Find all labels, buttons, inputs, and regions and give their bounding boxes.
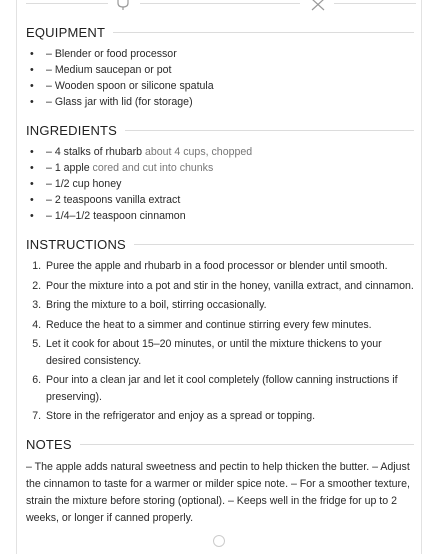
crossed-utensils-icon (310, 0, 326, 11)
cup-icon (115, 0, 131, 11)
notes-section (26, 435, 414, 527)
ingredient-main: – 1 apple (46, 162, 90, 174)
heading-rule (134, 244, 414, 245)
instruction-step: 1. Puree the apple and rhubarb in a food processor or blender until smooth. (44, 258, 414, 275)
instruction-step: 3. Bring the mixture to a boil, stirring occasionally. (44, 297, 414, 314)
top-divider (26, 0, 416, 16)
divider-line (26, 3, 108, 4)
ingredients-list (26, 144, 414, 224)
instructions-list (26, 258, 414, 425)
divider-line (334, 3, 416, 4)
equipment-item: • – Wooden spoon or silicone spatula (44, 78, 414, 94)
equipment-header (26, 22, 414, 42)
ingredients-heading: INGREDIENTS (26, 122, 118, 138)
ingredient-main: – 1/2 cup honey (46, 178, 122, 190)
equipment-item: • – Medium saucepan or pot (44, 62, 414, 78)
ingredient-item (44, 144, 414, 160)
notes-heading: NOTES (26, 437, 72, 452)
heading-rule (113, 32, 414, 33)
equipment-list (26, 46, 414, 110)
ingredients-header (26, 120, 414, 140)
instruction-step: 6. Pour into a clean jar and let it cool completely (follow canning instructions if preserving). (44, 372, 414, 405)
instruction-step: 2. Pour the mixture into a pot and stir in the honey, vanilla extract, and cinnamon. (44, 278, 414, 295)
instruction-step: 4. Reduce the heat to a simmer and continue stirring every few minutes. (44, 317, 414, 334)
divider-line (140, 3, 300, 4)
heading-rule (80, 444, 414, 445)
instructions-heading: INSTRUCTIONS (26, 236, 126, 252)
equipment-section (26, 22, 414, 110)
ingredient-item (44, 176, 414, 192)
ingredient-main: – 1/4–1/2 teaspoon cinnamon (46, 210, 186, 222)
ingredients-section (26, 120, 414, 224)
notes-text: – The apple adds natural sweetness and pectin to help thicken the butter. – Adjust the cinnamon to taste for a warmer or milder spice note. – For a smoother texture, strain the mixture before storing (optional). – Keeps well in the fridge for up to 2 weeks, or longer if canned properly. (26, 460, 410, 524)
instructions-section (26, 234, 414, 425)
ingredient-main: – 2 teaspoons vanilla extract (46, 194, 181, 206)
ingredient-item (44, 208, 414, 224)
notes-header (26, 435, 414, 455)
ingredient-note: cored and cut into chunks (92, 162, 214, 174)
equipment-item: • – Glass jar with lid (for storage) (44, 94, 414, 110)
ingredient-item (44, 160, 414, 176)
ingredient-note: about 4 cups, chopped (144, 146, 253, 158)
ingredient-main: – 4 stalks of rhubarb (46, 146, 142, 158)
equipment-item: • – Blender or food processor (44, 46, 414, 62)
instructions-header (26, 234, 414, 254)
equipment-heading: EQUIPMENT (26, 24, 106, 40)
ingredient-item (44, 192, 414, 208)
instruction-step: 5. Let it cook for about 15–20 minutes, or until the mixture thickens to your desired consistency. (44, 336, 414, 369)
instruction-step: 7. Store in the refrigerator and enjoy as a spread or topping. (44, 408, 414, 425)
circle-icon (213, 535, 225, 547)
heading-rule (125, 130, 414, 131)
recipe-content (26, 22, 414, 537)
